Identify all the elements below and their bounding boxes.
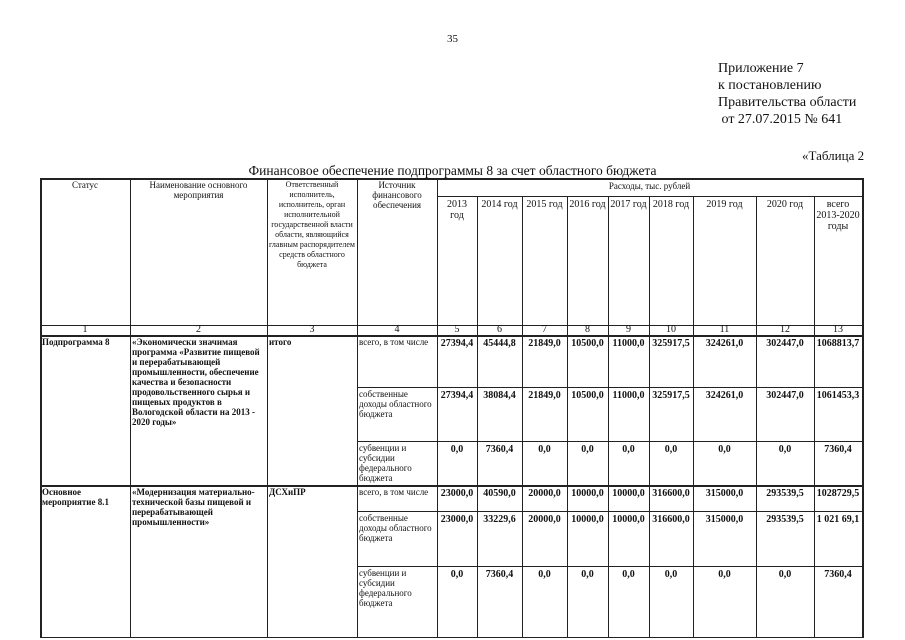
- header-responsible: Ответственный исполнитель, исполнитель, орган исполнительной государственной власти области, являющийся главным распорядителем средств областного бюджета: [269, 180, 355, 269]
- row-value: 45444,8: [483, 338, 516, 349]
- header-year: 2018 год: [652, 199, 690, 210]
- table-reference: «Таблица 2: [802, 148, 865, 163]
- row-value: 0,0: [664, 569, 678, 580]
- grid-line: [357, 566, 862, 567]
- column-number: 3: [309, 324, 315, 335]
- row-source: субвенции и субсидии федерального бюджета: [359, 443, 412, 483]
- row-source: собственные доходы областного бюджета: [359, 513, 432, 543]
- row-value: 0,0: [622, 444, 635, 455]
- appendix-line: Приложение 7: [718, 61, 804, 76]
- row-value: 0,0: [581, 569, 594, 580]
- row-value: 0,0: [718, 444, 731, 455]
- row-value: 27394,4: [440, 338, 474, 349]
- header-year: 2014 год: [481, 199, 518, 210]
- grid-line: [357, 178, 358, 638]
- header-year: всего 2013-2020 годы: [816, 199, 860, 232]
- appendix-line: от 27.07.2015 № 641: [718, 112, 843, 127]
- header-expenses: Расходы, тыс. рублей: [608, 181, 691, 191]
- row-value: 27394,4: [440, 390, 474, 401]
- column-number: 13: [833, 324, 843, 335]
- row-value: 33229,6: [483, 514, 516, 525]
- appendix-line: к постановлению: [718, 78, 822, 93]
- row-value: 302447,0: [766, 390, 804, 401]
- row-value: 0,0: [450, 569, 464, 580]
- row-value: 324261,0: [705, 338, 744, 349]
- row-status: Основное мероприятие 8.1: [42, 487, 109, 507]
- header-status: Статус: [72, 180, 98, 190]
- row-value: 7360,4: [824, 569, 852, 580]
- page-number: 35: [447, 33, 458, 45]
- row-value: 0,0: [581, 444, 594, 455]
- header-year: 2013 год: [447, 199, 467, 221]
- row-value: 315000,0: [705, 488, 744, 499]
- row-value: 40590,0: [483, 488, 516, 499]
- row-value: 1028729,5: [816, 488, 860, 499]
- row-value: 21849,0: [528, 390, 561, 401]
- column-number: 8: [585, 324, 590, 335]
- row-value: 11000,0: [612, 390, 645, 401]
- header-year: 2019 год: [706, 199, 743, 210]
- row-value: 293539,5: [766, 514, 804, 525]
- column-number: 10: [666, 324, 676, 335]
- column-number: 11: [719, 324, 730, 335]
- row-value: 7360,4: [485, 444, 514, 455]
- row-value: 0,0: [538, 444, 551, 455]
- row-value: 325917,5: [652, 338, 690, 349]
- row-value: 315000,0: [705, 514, 744, 525]
- row-value: 0,0: [718, 569, 731, 580]
- header-source: Источник финансового обеспечения: [372, 180, 422, 210]
- row-source: собственные доходы областного бюджета: [359, 389, 432, 419]
- row-value: 10000,0: [612, 488, 645, 499]
- grid-line: [357, 387, 862, 388]
- row-source: субвенции и субсидии федерального бюджета: [359, 568, 412, 608]
- row-value: 1068813,7: [816, 338, 860, 349]
- grid-line: [267, 178, 268, 638]
- grid-line: [437, 196, 862, 197]
- row-value: 293539,5: [766, 488, 804, 499]
- header-year: 2016 год: [569, 199, 606, 210]
- column-number: 7: [542, 324, 547, 335]
- grid-line: [862, 178, 864, 638]
- row-value: 10000,0: [571, 488, 604, 499]
- row-value: 0,0: [778, 569, 792, 580]
- grid-line: [40, 637, 862, 638]
- row-value: 302447,0: [766, 338, 804, 349]
- grid-line: [437, 178, 438, 638]
- row-value: 10000,0: [571, 514, 604, 525]
- row-value: 23000,0: [440, 488, 474, 499]
- row-value: 0,0: [538, 569, 551, 580]
- row-source: всего, в том числе: [359, 487, 429, 497]
- grid-line: [40, 178, 42, 638]
- row-status: Подпрограмма 8: [42, 337, 110, 347]
- column-number: 9: [626, 324, 631, 335]
- header-year: 2020 год: [766, 199, 804, 210]
- row-name: «Модернизация материально-технической базы пищевой и перерабатывающей промышленности»: [132, 487, 255, 527]
- row-value: 23000,0: [440, 514, 474, 525]
- row-value: 10500,0: [571, 390, 604, 401]
- row-value: 10000,0: [612, 514, 645, 525]
- row-value: 38084,4: [483, 390, 516, 401]
- row-value: 7360,4: [485, 569, 514, 580]
- row-value: 0,0: [664, 444, 678, 455]
- row-value: 20000,0: [528, 514, 561, 525]
- row-value: 324261,0: [705, 390, 744, 401]
- row-responsible: итого: [269, 337, 292, 347]
- table-title: Финансовое обеспечение подпрограммы 8 за счет областного бюджета: [248, 163, 657, 178]
- row-value: 0,0: [778, 444, 792, 455]
- grid-line: [357, 511, 862, 512]
- row-value: 11000,0: [612, 338, 645, 349]
- grid-line: [357, 441, 862, 442]
- appendix-block: [718, 60, 856, 128]
- column-number: 6: [497, 324, 502, 335]
- row-value: 7360,4: [824, 444, 852, 455]
- column-number: 2: [196, 324, 201, 335]
- header-year: 2015 год: [526, 199, 563, 210]
- row-value: 325917,5: [652, 390, 690, 401]
- header-year: 2017 год: [610, 199, 647, 210]
- row-value: 10500,0: [571, 338, 604, 349]
- row-value: 1061453,3: [816, 390, 860, 401]
- row-value: 0,0: [450, 444, 464, 455]
- row-name: «Экономически значимая программа «Развитие пищевой и перерабатывающей промышленности, обеспечение качества и безопасности продовольственного сырья и пищевых продуктов в Вологодской области на 2013 - 2020 годы»: [132, 337, 260, 427]
- column-number: 5: [454, 324, 460, 335]
- row-value: 21849,0: [528, 338, 561, 349]
- column-number: 1: [82, 324, 88, 335]
- column-number: 12: [780, 324, 790, 335]
- finance-table: [40, 178, 862, 638]
- row-value: 0,0: [622, 569, 635, 580]
- row-value: 20000,0: [528, 488, 561, 499]
- appendix-line: Правительства области: [718, 95, 857, 110]
- column-number: 4: [394, 324, 400, 335]
- row-value: 316600,0: [652, 488, 690, 499]
- row-value: 316600,0: [652, 514, 690, 525]
- header-name: Наименование основного мероприятия: [149, 180, 248, 200]
- row-responsible: ДСХиПР: [269, 487, 306, 497]
- row-value: 1 021 69,1: [816, 514, 860, 525]
- row-source: всего, в том числе: [359, 337, 429, 347]
- grid-line: [130, 178, 131, 638]
